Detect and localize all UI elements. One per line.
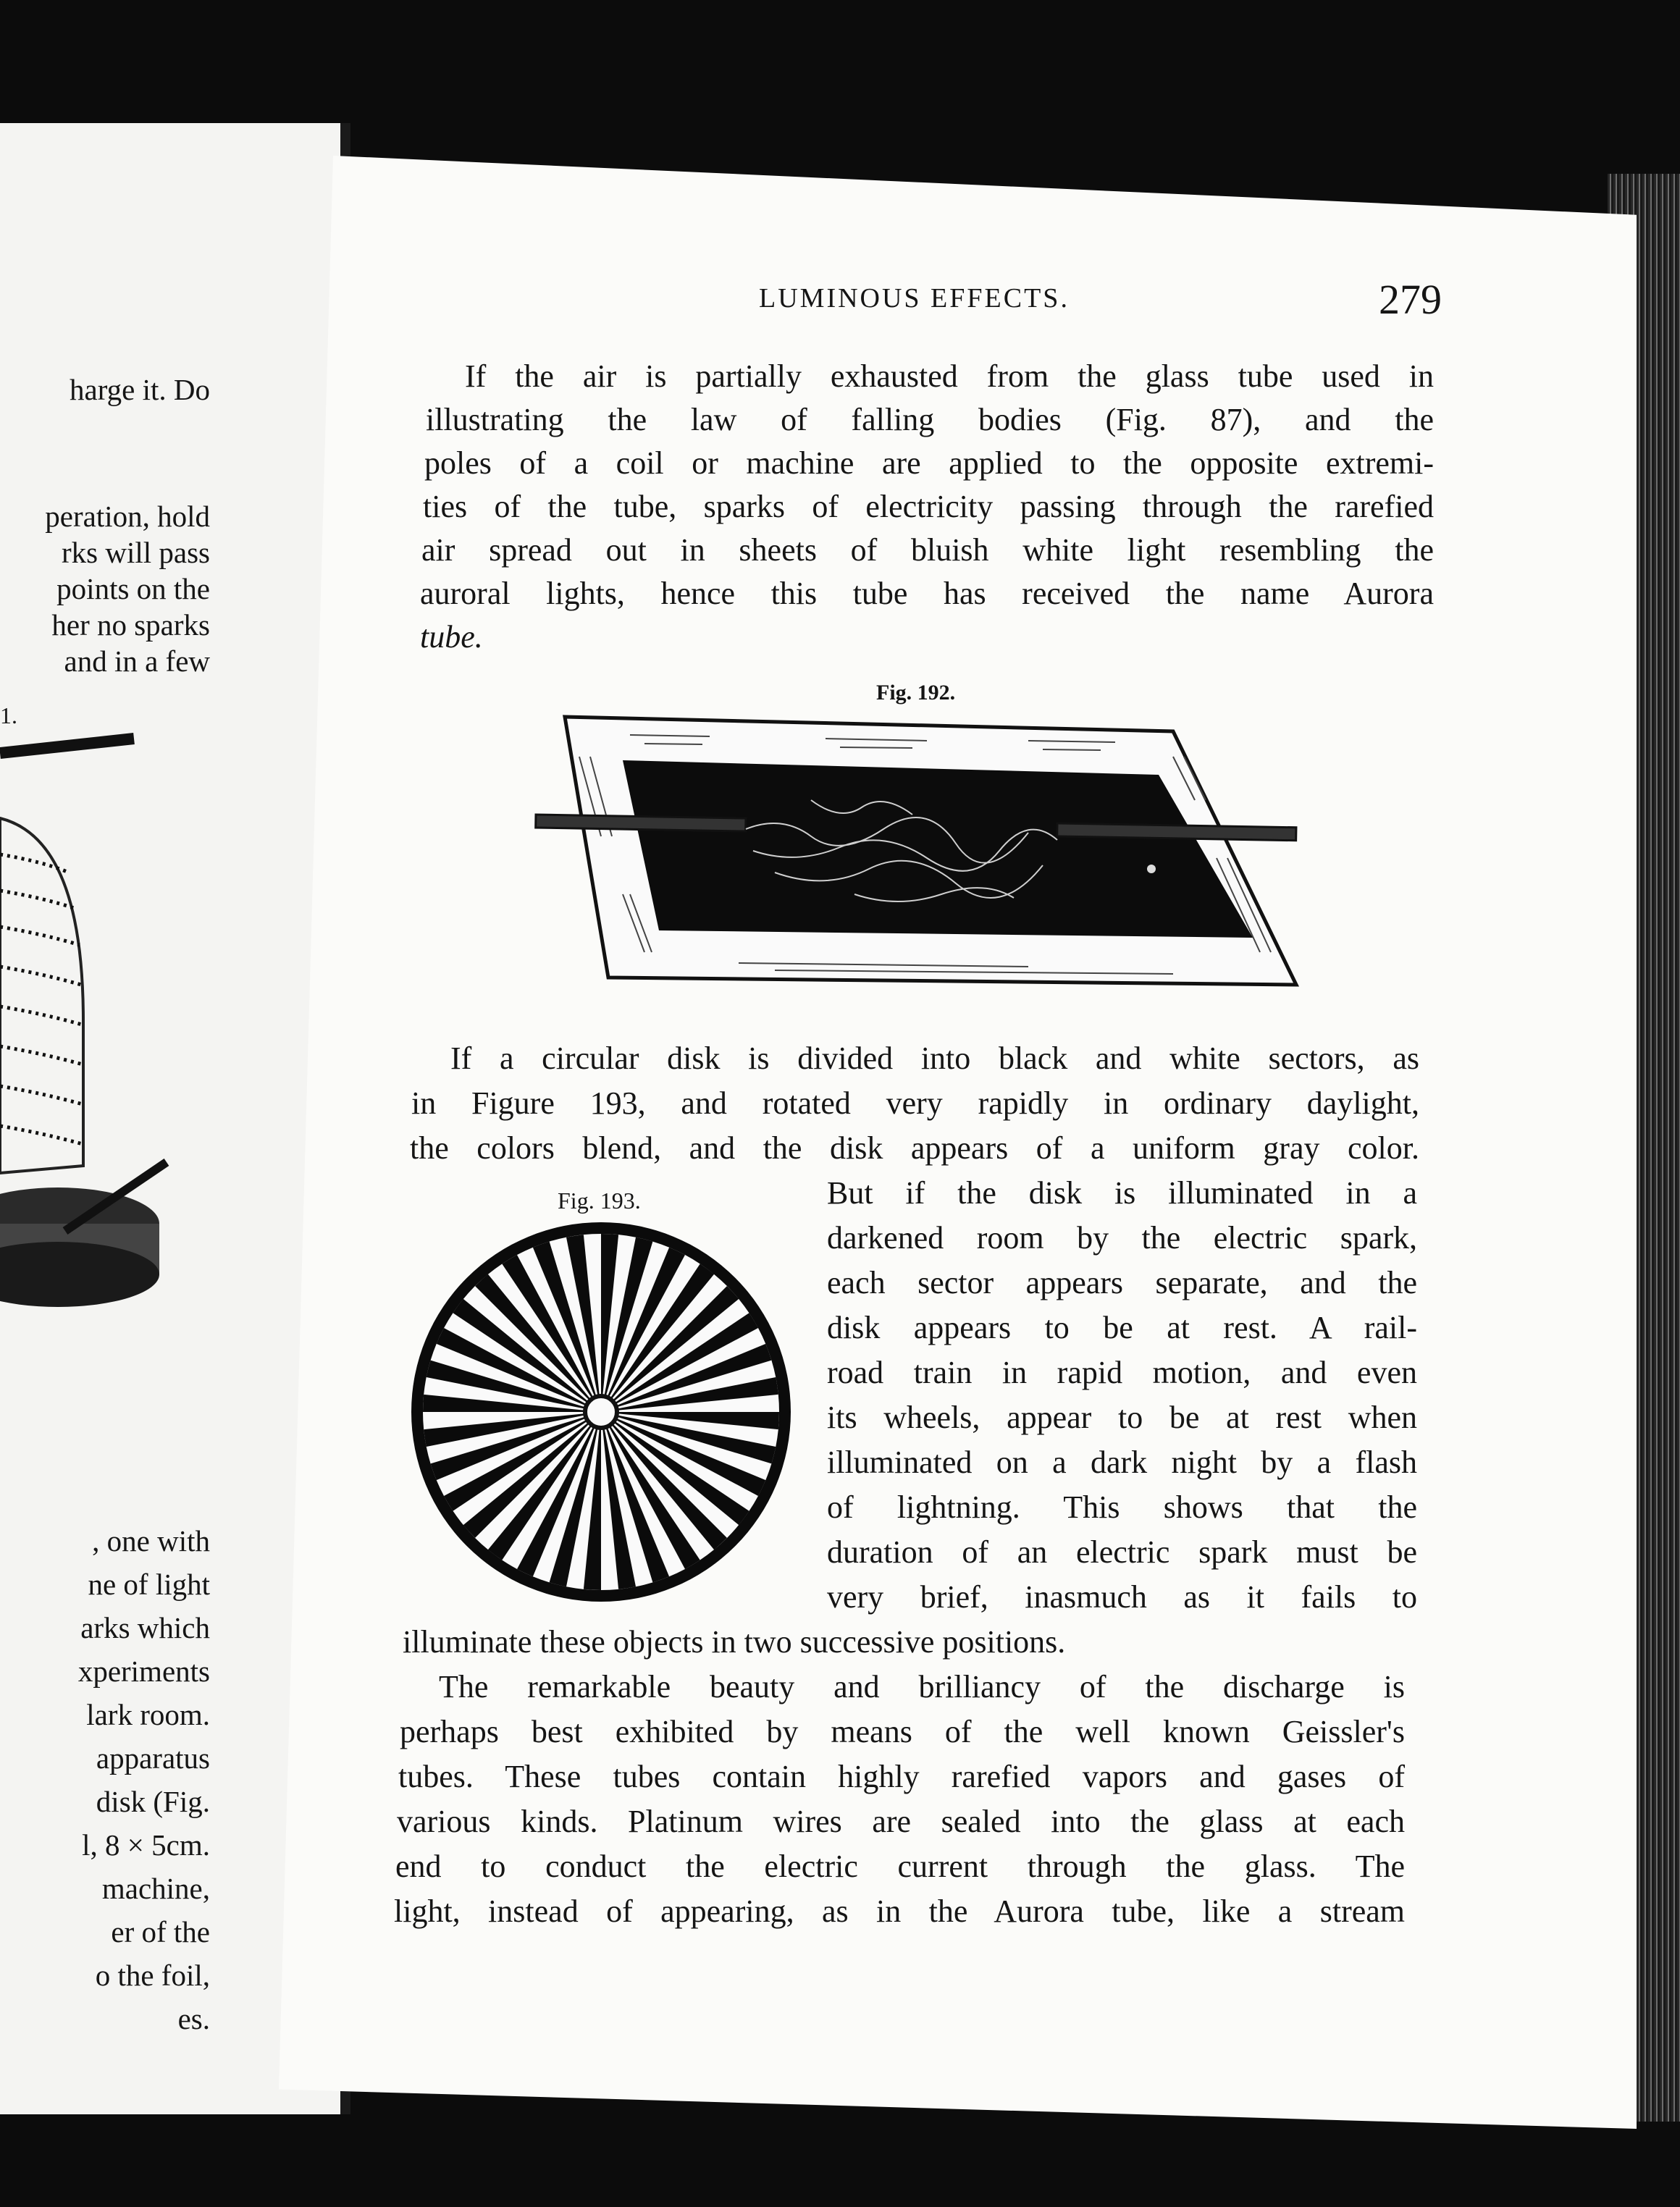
figure-192-aurora-tube-illustration [521,713,1311,988]
text-line: auroral lights, hence this tube has received the name Aurora [420,576,1434,611]
left-apparatus-illustration [0,717,188,1441]
text-line: If a circular disk is divided into black and white sectors, as [450,1041,1419,1076]
left-page-line: ne of light [88,1568,210,1601]
text-line: ties of the tube, sparks of electricity passing through the rarefied [423,489,1434,524]
text-line: tubes. These tubes contain highly rarefied vapors and gases of [398,1759,1405,1794]
text-line: illustrating the law of falling bodies (Fig. 87), and the [426,402,1434,437]
text-line: light, instead of appearing, as in the Aurora tube, like a stream [394,1893,1405,1929]
text-line: illuminate these objects in two successive positions. [403,1624,1066,1660]
text-line: end to conduct the electric current through the glass. The [395,1849,1405,1884]
left-page-line: arks which [80,1611,210,1644]
figure-192-caption: Fig. 192. [876,681,956,705]
left-page-line: peration, hold [45,500,210,533]
text-line: poles of a coil or machine are applied to the opposite extremi- [424,445,1434,481]
text-line: But if the disk is illuminated in a [827,1175,1417,1211]
text-line: If the air is partially exhausted from the glass tube used in [465,358,1434,394]
left-page-line: disk (Fig. [96,1785,210,1818]
page-number: 279 [1379,276,1442,323]
text-line: darkened room by the electric spark, [827,1220,1417,1256]
left-page-line: and in a few [64,644,210,678]
figure-193-sector-disk [406,1213,797,1611]
left-page-line: points on the [56,572,210,605]
left-page-line: es. [177,2002,210,2035]
text-line: very brief, inasmuch as it fails to [827,1579,1417,1615]
text-line: its wheels, appear to be at rest when [827,1400,1417,1435]
text-line: perhaps best exhibited by means of the well known Geissler's [400,1714,1405,1749]
left-page-line: her no sparks [51,608,210,642]
left-page-line: xperiments [77,1655,210,1688]
left-figure-caption: 1. [0,702,17,728]
left-page-line: l, 8 × 5cm. [82,1828,210,1862]
text-line: each sector appears separate, and the [827,1265,1417,1300]
text-line: illuminated on a dark night by a flash [827,1445,1417,1480]
left-page-line: lark room. [86,1698,210,1731]
left-page-line: o the foil, [95,1959,210,1992]
text-line: duration of an electric spark must be [827,1534,1417,1570]
left-page-line: apparatus [96,1741,210,1775]
text-line: disk appears to be at rest. A rail- [827,1310,1417,1345]
text-line: air spread out in sheets of bluish white light resembling the [421,532,1434,568]
left-page-line: harge it. Do [70,373,210,406]
text-line: tube. [420,619,483,655]
figure-193-caption: Fig. 193. [558,1187,641,1214]
text-line: various kinds. Platinum wires are sealed into the glass at each [397,1804,1405,1839]
text-line: in Figure 193, and rotated very rapidly in ordinary daylight, [411,1085,1419,1121]
left-page-line: er of the [111,1915,210,1949]
text-line: The remarkable beauty and brilliancy of the discharge is [439,1669,1405,1704]
running-header: LUMINOUS EFFECTS. [759,283,1070,314]
text-line: road train in rapid motion, and even [827,1355,1417,1390]
left-page-line: machine, [101,1872,210,1905]
text-line: the colors blend, and the disk appears of a uniform gray color. [410,1130,1419,1166]
text-line: of lightning. This shows that the [827,1489,1417,1525]
left-page-line: rks will pass [62,536,210,569]
left-page-line: , one with [92,1524,210,1557]
